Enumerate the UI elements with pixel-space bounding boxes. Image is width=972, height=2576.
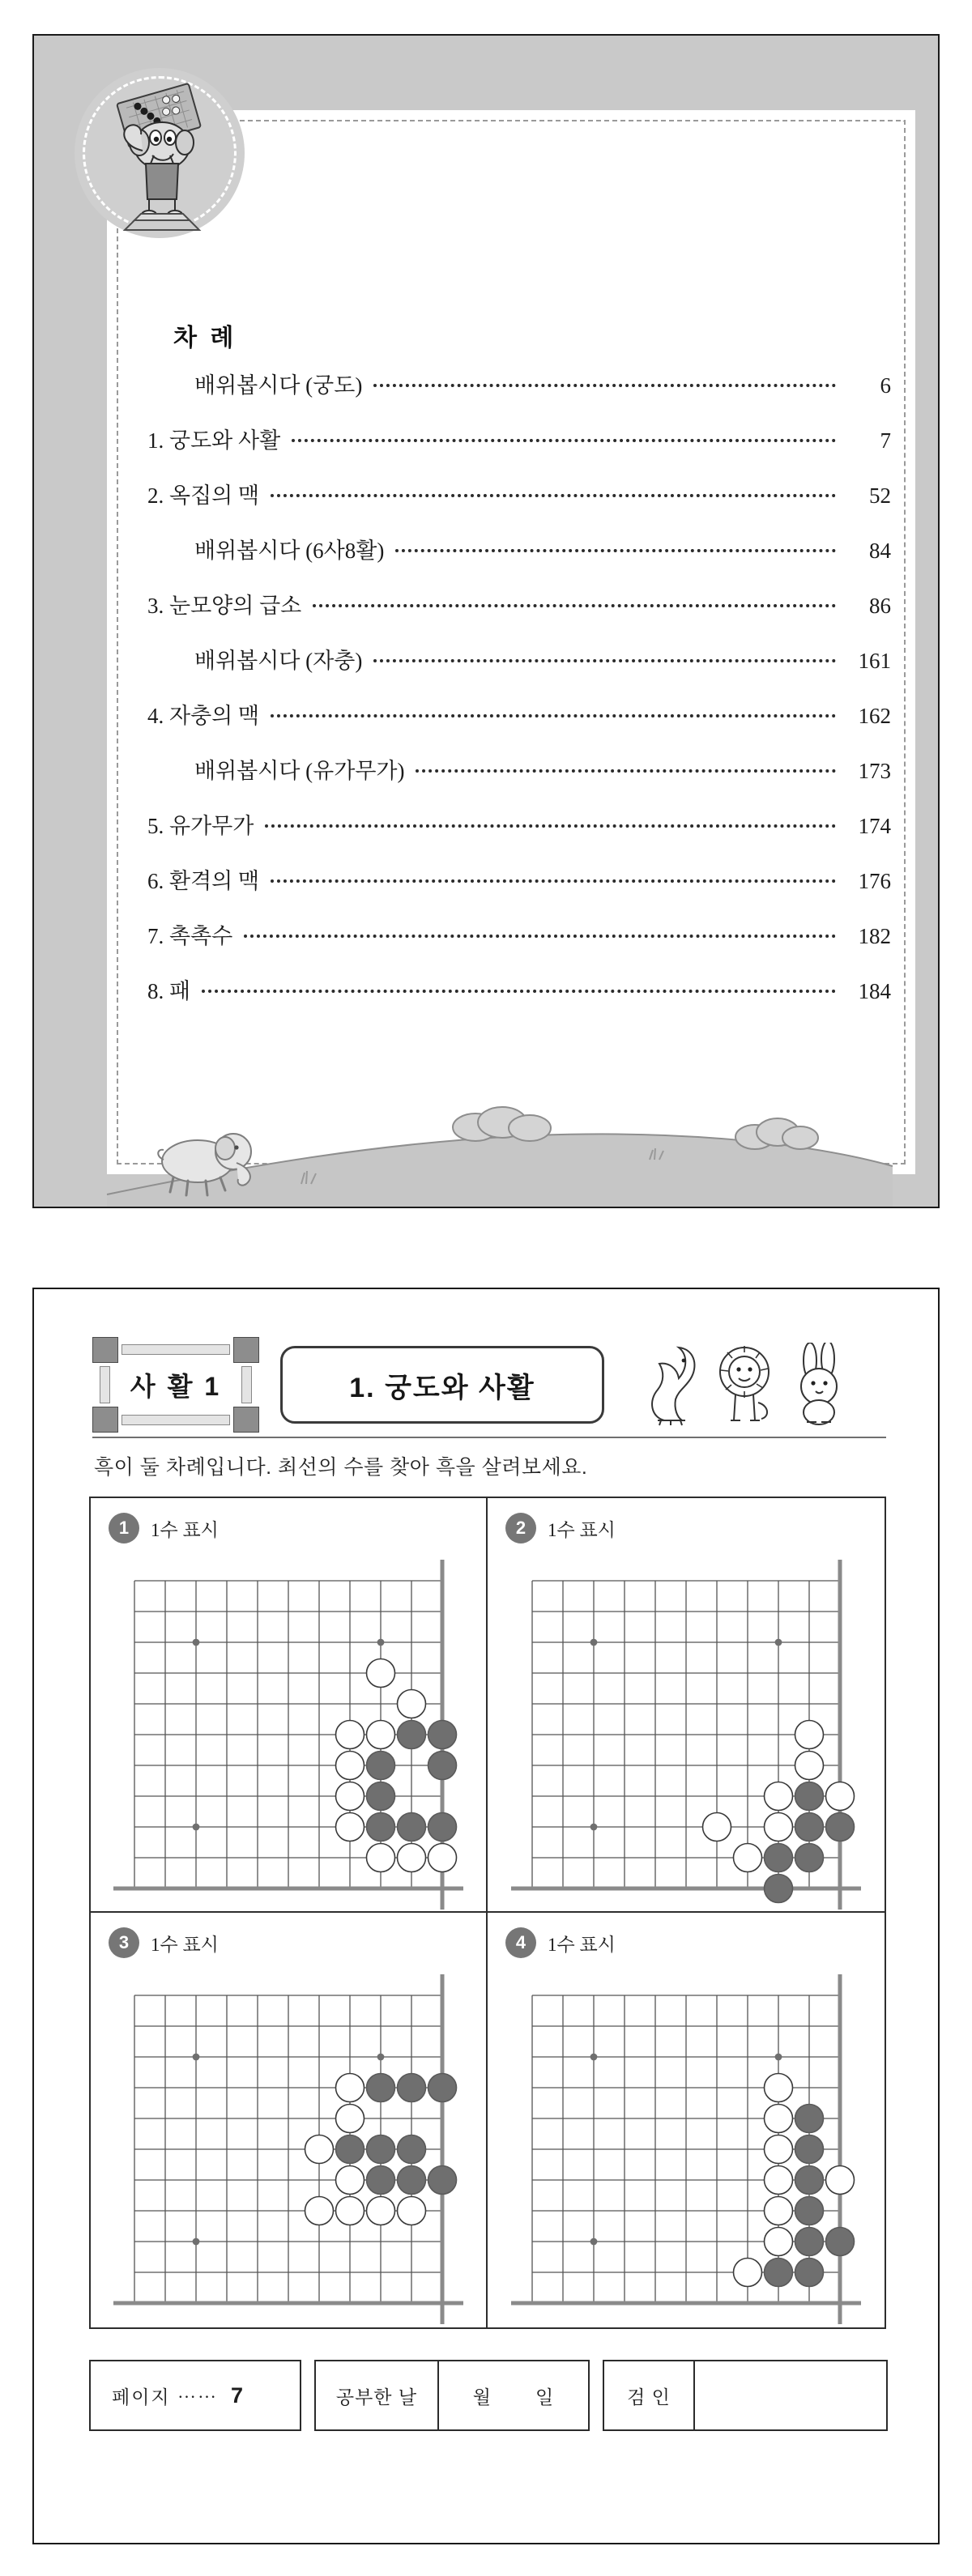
problem-header	[109, 1513, 475, 1543]
toc-entry-label: 7. 촉촉수	[147, 924, 233, 948]
badge-corner-bottom-right	[233, 1407, 259, 1433]
goban-wrapper	[113, 1560, 463, 1914]
toc-leader-dots	[395, 549, 836, 552]
go-board-problem_1[interactable]	[113, 1560, 463, 1910]
toc-entry[interactable]	[147, 588, 891, 643]
white-stone[interactable]	[703, 1813, 731, 1842]
footer-day-label: 일	[535, 2386, 555, 2408]
star-point	[775, 1639, 782, 1646]
white-stone[interactable]	[305, 2135, 334, 2164]
toc-entry-label: 3. 눈모양의 급소	[147, 594, 302, 618]
white-stone[interactable]	[734, 2259, 762, 2287]
white-stone[interactable]	[398, 2197, 426, 2225]
problem-cell-3	[91, 1913, 488, 2327]
black-stone[interactable]	[428, 1752, 457, 1780]
white-stone[interactable]	[826, 1782, 855, 1811]
black-stone[interactable]	[367, 1782, 395, 1811]
goban-wrapper	[511, 1560, 861, 1914]
black-stone[interactable]	[826, 2228, 855, 2256]
white-stone[interactable]	[765, 2074, 793, 2102]
toc-entry-label: 배위봅시다 (자충)	[194, 649, 363, 673]
black-stone[interactable]	[826, 1813, 855, 1842]
star-point	[377, 2054, 385, 2061]
white-stone[interactable]	[428, 1844, 457, 1872]
white-stone[interactable]	[336, 1721, 364, 1749]
black-stone[interactable]	[795, 1813, 824, 1842]
footer-seal-label: 검 인	[627, 2386, 671, 2408]
toc-entry[interactable]	[147, 423, 891, 478]
footer-page-label: 페이지 ⋯⋯	[112, 2386, 219, 2408]
toc-entry[interactable]	[147, 478, 891, 533]
star-point	[590, 2054, 598, 2061]
black-stone[interactable]	[367, 2135, 395, 2164]
problem-number-badge: 4	[505, 1927, 536, 1958]
footer-seal-field[interactable]	[693, 2361, 886, 2429]
header-divider	[92, 1437, 886, 1438]
white-stone[interactable]	[765, 2228, 793, 2256]
white-stone[interactable]	[305, 2197, 334, 2225]
toc-entry-page-number: 162	[858, 704, 891, 728]
black-stone[interactable]	[428, 2166, 457, 2195]
squirrel-icon	[640, 1343, 700, 1427]
toc-entry-page-number: 176	[858, 869, 891, 893]
white-stone[interactable]	[826, 2166, 855, 2195]
black-stone[interactable]	[795, 1844, 824, 1872]
black-stone[interactable]	[398, 1813, 426, 1842]
black-stone[interactable]	[795, 2197, 824, 2225]
black-stone[interactable]	[428, 2074, 457, 2102]
black-stone[interactable]	[367, 1752, 395, 1780]
black-stone[interactable]	[398, 2135, 426, 2164]
white-stone[interactable]	[336, 2105, 364, 2133]
instruction-text: 흑이 둘 차례입니다. 최선의 수를 찾아 흑을 살려보세요.	[94, 1456, 588, 1479]
toc-leader-dots	[271, 494, 836, 497]
black-stone[interactable]	[367, 1813, 395, 1842]
black-stone[interactable]	[765, 1844, 793, 1872]
toc-leader-dots	[373, 384, 836, 387]
black-stone[interactable]	[336, 2135, 364, 2164]
badge-bar-top	[122, 1344, 230, 1355]
sheet-footer	[89, 2360, 888, 2431]
problem-cell-4	[488, 1913, 885, 2327]
problem-label: 1수 표시	[151, 1934, 219, 1955]
toc-entry-label: 6. 환격의 맥	[147, 869, 260, 893]
white-stone[interactable]	[336, 1782, 364, 1811]
white-stone[interactable]	[336, 1813, 364, 1842]
problem-number-badge: 2	[505, 1513, 536, 1543]
lion-icon	[711, 1343, 778, 1427]
go-board-problem_3[interactable]	[113, 1974, 463, 2324]
problem-grid	[89, 1497, 886, 2329]
toc-entry-page-number: 161	[858, 649, 891, 673]
white-stone[interactable]	[734, 1844, 762, 1872]
black-stone[interactable]	[398, 2074, 426, 2102]
toc-entry-page-number: 184	[858, 979, 891, 1003]
problem-sheet-page	[32, 1288, 940, 2544]
black-stone[interactable]	[428, 1721, 457, 1749]
footer-date-inputs[interactable]	[437, 2361, 588, 2429]
landscape-illustration	[34, 1045, 938, 1207]
black-stone[interactable]	[795, 2166, 824, 2195]
toc-entry[interactable]	[147, 368, 891, 423]
black-stone[interactable]	[795, 2228, 824, 2256]
toc-entry[interactable]	[147, 533, 891, 588]
badge-bar-bottom	[122, 1415, 230, 1425]
goban-wrapper	[113, 1974, 463, 2328]
problem-header	[505, 1513, 873, 1543]
toc-entry-label: 배위봅시다 (궁도)	[194, 373, 363, 398]
toc-landscape-scene	[34, 1045, 938, 1207]
toc-leader-dots	[416, 769, 836, 773]
toc-entry-label: 배위봅시다 (유가무가)	[194, 759, 405, 783]
chapter-badge-label: 사 활 1	[130, 1372, 222, 1401]
toc-leader-dots	[202, 990, 836, 993]
toc-entry[interactable]	[147, 808, 891, 863]
black-stone[interactable]	[795, 2259, 824, 2287]
toc-leader-dots	[292, 439, 836, 442]
white-stone[interactable]	[367, 1659, 395, 1688]
toc-entry-label: 4. 자충의 맥	[147, 704, 260, 728]
goban-wrapper	[511, 1974, 861, 2328]
problem-cell-2	[488, 1498, 885, 1913]
black-stone[interactable]	[765, 2259, 793, 2287]
toc-list	[147, 368, 891, 1028]
toc-entry-page-number: 7	[880, 428, 891, 453]
black-stone[interactable]	[795, 2105, 824, 2133]
star-point	[193, 2238, 200, 2246]
header-animal-icons	[640, 1343, 847, 1427]
toc-entry-page-number: 174	[858, 814, 891, 838]
black-stone[interactable]	[367, 2074, 395, 2102]
toc-leader-dots	[244, 935, 836, 938]
toc-entry-page-number: 173	[858, 759, 891, 783]
footer-month-label: 월	[472, 2386, 492, 2408]
chapter-badge	[92, 1337, 259, 1433]
toc-title: 차 례	[173, 325, 237, 351]
toc-mascot	[75, 68, 245, 238]
white-stone[interactable]	[765, 2197, 793, 2225]
white-stone[interactable]	[336, 2074, 364, 2102]
problem-label: 1수 표시	[151, 1519, 219, 1540]
toc-entry-label: 배위봅시다 (6사8활)	[194, 539, 385, 563]
toc-entry-page-number: 84	[869, 539, 891, 563]
star-point	[193, 2054, 200, 2061]
footer-page-value: 7	[231, 2382, 245, 2408]
white-stone[interactable]	[398, 1690, 426, 1718]
badge-corner-top-left	[92, 1337, 118, 1363]
white-stone[interactable]	[336, 2166, 364, 2195]
white-stone[interactable]	[367, 1844, 395, 1872]
white-stone[interactable]	[795, 1721, 824, 1749]
toc-leader-dots	[265, 824, 836, 828]
toc-entry-label: 2. 옥집의 맥	[147, 483, 260, 508]
toc-entry-page-number: 182	[858, 924, 891, 948]
white-stone[interactable]	[765, 2135, 793, 2164]
go-board-problem_4[interactable]	[511, 1974, 861, 2324]
toc-leader-dots	[271, 714, 836, 717]
toc-entry[interactable]	[147, 918, 891, 973]
problem-header	[109, 1927, 475, 1958]
black-stone[interactable]	[428, 1813, 457, 1842]
toc-leader-dots	[373, 659, 836, 662]
star-point	[377, 1639, 385, 1646]
toc-entry[interactable]	[147, 863, 891, 918]
toc-entry-label: 1. 궁도와 사활	[147, 428, 281, 453]
white-stone[interactable]	[765, 1782, 793, 1811]
black-stone[interactable]	[795, 2135, 824, 2164]
white-stone[interactable]	[398, 1844, 426, 1872]
black-stone[interactable]	[398, 2166, 426, 2195]
problem-number-badge: 1	[109, 1513, 139, 1543]
footer-study-date-label: 공부한 날	[335, 2386, 418, 2408]
sheet-header	[92, 1336, 886, 1433]
toc-leader-dots	[271, 879, 836, 883]
problem-label: 1수 표시	[548, 1519, 616, 1540]
footer-seal-box	[603, 2360, 888, 2431]
toc-entry-page-number: 86	[869, 594, 891, 618]
problem-header	[505, 1927, 873, 1958]
toc-entry-page-number: 52	[869, 483, 891, 508]
badge-bar-left	[100, 1366, 110, 1403]
white-stone[interactable]	[367, 1721, 395, 1749]
white-stone[interactable]	[765, 2166, 793, 2195]
black-stone[interactable]	[765, 1875, 793, 1903]
problem-number-badge: 3	[109, 1927, 139, 1958]
white-stone[interactable]	[795, 1752, 824, 1780]
white-stone[interactable]	[336, 1752, 364, 1780]
white-stone[interactable]	[765, 1813, 793, 1842]
toc-entry-label: 8. 패	[147, 979, 191, 1003]
white-stone[interactable]	[367, 2197, 395, 2225]
star-point	[590, 1824, 598, 1831]
toc-entry-page-number: 6	[880, 373, 891, 398]
black-stone[interactable]	[367, 2166, 395, 2195]
toc-page	[32, 34, 940, 1208]
star-point	[590, 1639, 598, 1646]
badge-corner-top-right	[233, 1337, 259, 1363]
elephant-mascot-icon	[92, 78, 228, 232]
star-point	[590, 2238, 598, 2246]
chapter-title: 1. 궁도와 사활	[280, 1346, 604, 1424]
white-stone[interactable]	[336, 2197, 364, 2225]
rabbit-icon	[789, 1343, 847, 1427]
badge-corner-bottom-left	[92, 1407, 118, 1433]
badge-bar-right	[241, 1366, 252, 1403]
black-stone[interactable]	[398, 1721, 426, 1749]
toc-entry[interactable]	[147, 698, 891, 753]
toc-leader-dots	[313, 604, 836, 607]
black-stone[interactable]	[795, 1782, 824, 1811]
toc-entry-label: 5. 유가무가	[147, 814, 254, 838]
star-point	[775, 2054, 782, 2061]
white-stone[interactable]	[765, 2105, 793, 2133]
footer-date-box	[314, 2360, 590, 2431]
toc-entry[interactable]	[147, 643, 891, 698]
star-point	[193, 1639, 200, 1646]
go-board-problem_2[interactable]	[511, 1560, 861, 1910]
toc-entry[interactable]	[147, 973, 891, 1028]
star-point	[193, 1824, 200, 1831]
problem-label: 1수 표시	[548, 1934, 616, 1955]
problem-cell-1	[91, 1498, 488, 1913]
footer-page-box	[89, 2360, 301, 2431]
toc-entry[interactable]	[147, 753, 891, 808]
